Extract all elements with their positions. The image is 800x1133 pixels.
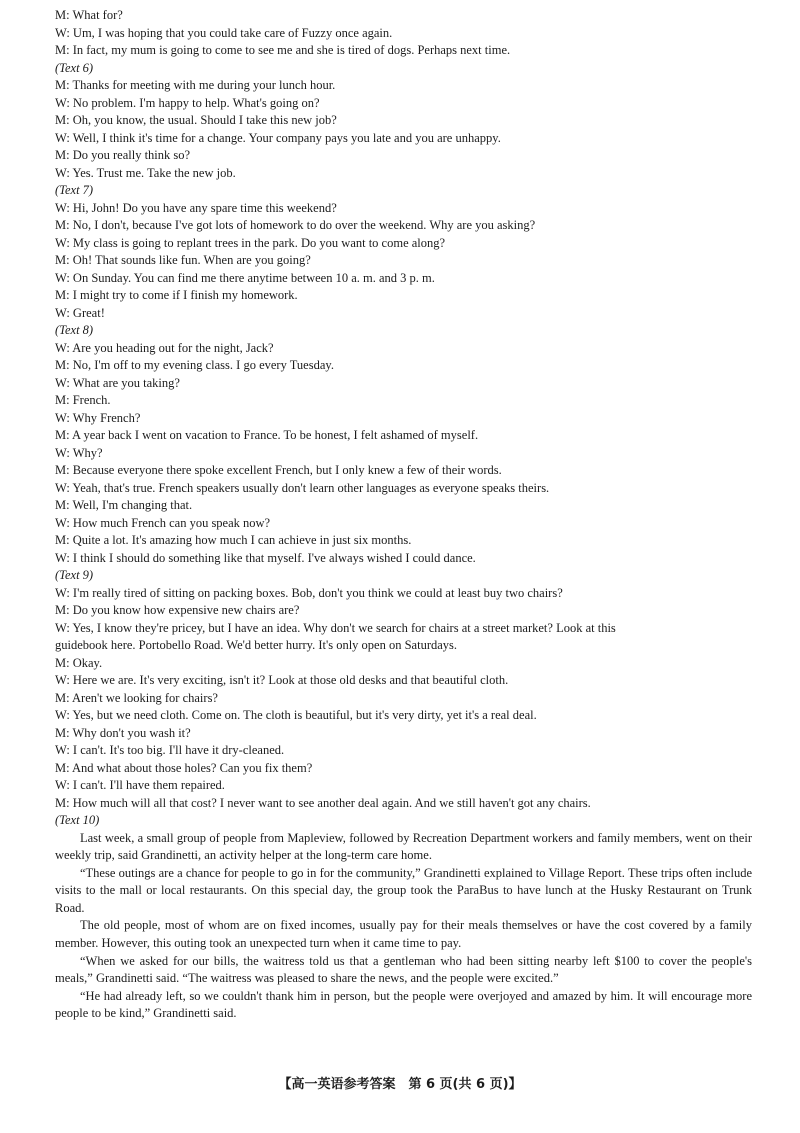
dialog-line: M: How much will all that cost? I never want to see another deal again. And we still haven't got any chairs. <box>55 795 591 810</box>
dialog-line: M: Why don't you wash it? <box>55 725 191 740</box>
dialog-line: M: No, I'm off to my evening class. I go every Tuesday. <box>55 358 334 372</box>
dialog-line: W: Yes, I know they're pricey, but I have an idea. Why don't we search for chairs at a street market? Look at this <box>55 620 616 635</box>
dialog-line: W: I can't. I'll have them repaired. <box>55 778 225 792</box>
dialog-line: M: What for? <box>55 8 123 22</box>
dialog-line: M: I might try to come if I finish my homework. <box>55 288 298 302</box>
dialog-line: M: Oh, you know, the usual. Should I take this new job? <box>55 113 337 127</box>
dialog-line: M: In fact, my mum is going to come to see me and she is tired of dogs. Perhaps next time. <box>55 43 511 57</box>
dialog-line: W: On Sunday. You can find me there anytime between 10 a. m. and 3 p. m. <box>55 270 435 285</box>
dialog-line: W: Are you heading out for the night, Jack? <box>55 340 274 355</box>
dialog-line: M: A year back I went on vacation to France. To be honest, I felt ashamed of myself. <box>55 428 479 442</box>
dialog-lines <box>55 7 752 830</box>
passage-paragraph: “When we asked for our bills, the waitress told us that a gentleman who had been sitting nearby left $100 to cover the people's meals,” Grandinetti said. “The waitress was pleased to share the news, and the people were excited.” <box>55 953 752 986</box>
section-label: (Text 10) <box>55 813 100 827</box>
dialog-line: M: French. <box>55 393 111 407</box>
dialog-line: M: No, I don't, because I've got lots of homework to do over the weekend. Why are you asking? <box>55 218 536 232</box>
dialog-line: M: Oh! That sounds like fun. When are you going? <box>55 253 311 267</box>
dialog-line: M: And what about those holes? Can you fix them? <box>55 760 313 775</box>
passage-paragraph: “These outings are a chance for people to go in for the community,” Grandinetti explained to Village Report. These trips often include visits to the mall or local restaurants. On this special day, the group took the ParaBus to have lunch at the Husky Restaurant on Trunk Road. <box>55 865 752 915</box>
dialog-line: M: Okay. <box>55 655 103 670</box>
dialog-line: W: Yes. Trust me. Take the new job. <box>55 165 236 180</box>
passage-paragraph: “He had already left, so we couldn't thank him in person, but the people were overjoyed and amazed by him. It will encourage more people to be kind,” Grandinetti said. <box>55 988 752 1021</box>
dialog-line: W: Hi, John! Do you have any spare time this weekend? <box>55 200 337 215</box>
dialog-line: M: Do you really think so? <box>55 148 191 162</box>
section-label: (Text 6) <box>55 60 94 75</box>
page-footer: 【高一英语参考答案 第 6 页(共 6 页)】 <box>278 1077 522 1092</box>
transcript-content <box>55 7 752 1023</box>
dialog-line: W: My class is going to replant trees in the park. Do you want to come along? <box>55 235 446 250</box>
section-label: (Text 8) <box>55 323 94 337</box>
passage-paragraph: Last week, a small group of people from Mapleview, followed by Recreation Department workers and family members, went on their weekly trip, said Grandinetti, an activity helper at the long-term care home. <box>55 830 752 863</box>
dialog-line: W: How much French can you speak now? <box>55 515 271 530</box>
section-label: (Text 9) <box>55 568 94 582</box>
dialog-line: M: Quite a lot. It's amazing how much I can achieve in just six months. <box>55 533 412 547</box>
dialog-line: W: Well, I think it's time for a change. Your company pays you late and you are unhappy. <box>55 130 501 145</box>
passage-paragraph: The old people, most of whom are on fixed incomes, usually pay for their meals themselves or have the cost covered by a family member. However, this outing took an unexpected turn when it came time to pay. <box>55 918 752 951</box>
dialog-line: M: Do you know how expensive new chairs are? <box>55 603 300 617</box>
dialog-line: W: No problem. I'm happy to help. What's going on? <box>55 95 320 110</box>
dialog-line: W: Um, I was hoping that you could take care of Fuzzy once again. <box>55 25 393 40</box>
dialog-line: W: Great! <box>55 305 105 320</box>
dialog-line: W: Yes, but we need cloth. Come on. The cloth is beautiful, but it's very dirty, yet it's a real deal. <box>55 708 537 722</box>
dialog-line: W: Here we are. It's very exciting, isn't it? Look at those old desks and that beautiful cloth. <box>55 673 509 687</box>
dialog-line: W: Why French? <box>55 410 141 425</box>
dialog-line: M: Because everyone there spoke excellent French, but I only knew a few of their words. <box>55 463 502 477</box>
dialog-line: W: I'm really tired of sitting on packing boxes. Bob, don't you think we could at least buy two chairs? <box>55 585 563 600</box>
dialog-line: W: I can't. It's too big. I'll have it dry-cleaned. <box>55 743 285 757</box>
dialog-line: guidebook here. Portobello Road. We'd better hurry. It's only open on Saturdays. <box>55 638 458 652</box>
dialog-line: W: Why? <box>55 445 103 460</box>
section-label: (Text 7) <box>55 183 94 197</box>
passage-text <box>55 830 752 1024</box>
dialog-line: M: Aren't we looking for chairs? <box>55 690 218 705</box>
dialog-line: M: Well, I'm changing that. <box>55 498 193 512</box>
dialog-line: W: Yeah, that's true. French speakers usually don't learn other languages as everyone speaks theirs. <box>55 480 550 495</box>
dialog-line: W: What are you taking? <box>55 375 180 390</box>
dialog-line: W: I think I should do something like that myself. I've always wished I could dance. <box>55 550 476 565</box>
dialog-line: M: Thanks for meeting with me during your lunch hour. <box>55 78 336 92</box>
